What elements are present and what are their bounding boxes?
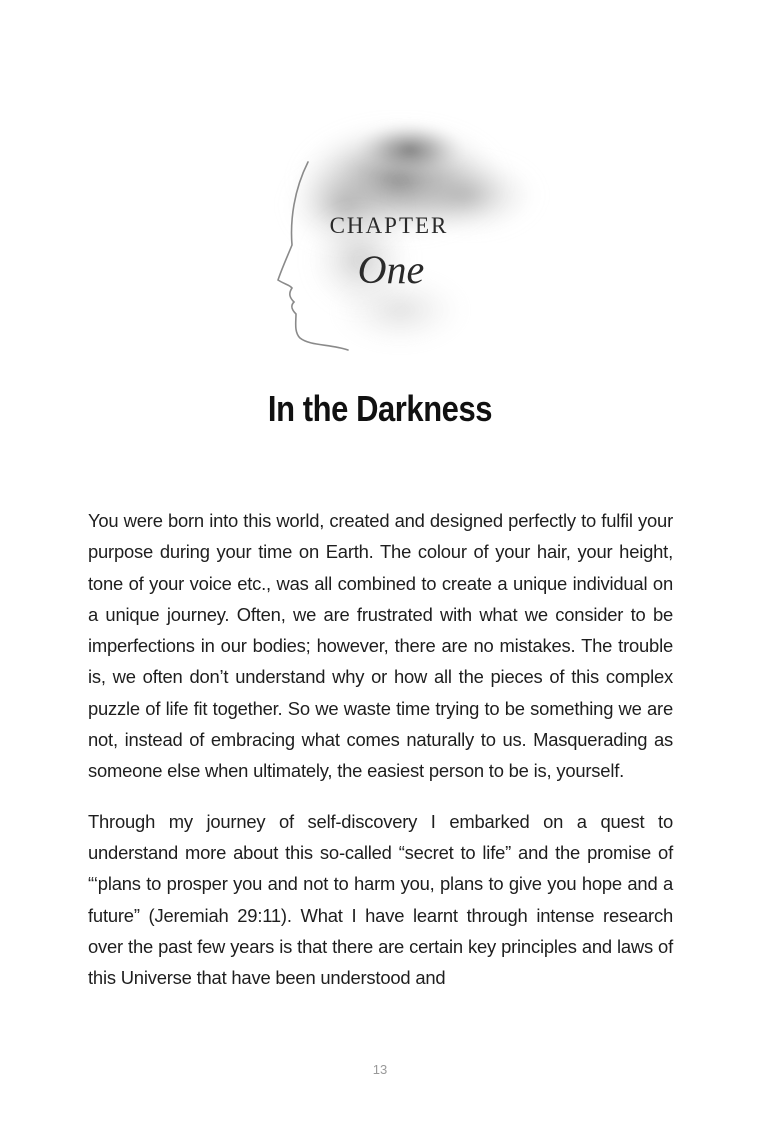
page-number: 13	[372, 1062, 388, 1077]
paragraph: Through my journey of self-discovery I embarked on a quest to understand more about this so-called “secret to life” and the promise of “‘plans to prosper you and not to harm you, plans to give you hope and a future” (Jeremiah 29:11). What I have learnt through intense research over the past few years is that there are certain key principles and laws of this Universe that have been understood and	[88, 810, 673, 989]
chapter-number: One	[357, 247, 425, 292]
paragraph: You were born into this world, created and designed perfectly to fulfil your purpose during your time on Earth. The colour of your hair, your height, tone of your voice etc., was all combined to create a unique individual on a unique journey. Often, we are frustrated with what we consider to be imperfections in our bodies; however, there are no mistakes. The trouble is, we often don’t understand why or how all the pieces of this complex puzzle of life fit together. So we waste time trying to be something we are not, instead of embracing what comes naturally to us. Masquerading as someone else when ultimately, the easiest person to be is, yourself.	[88, 510, 673, 782]
chapter-body	[88, 505, 673, 1012]
chapter-label: CHAPTER	[329, 213, 449, 238]
chapter-illustration	[250, 110, 560, 370]
chapter-title: In the Darkness	[267, 388, 493, 429]
